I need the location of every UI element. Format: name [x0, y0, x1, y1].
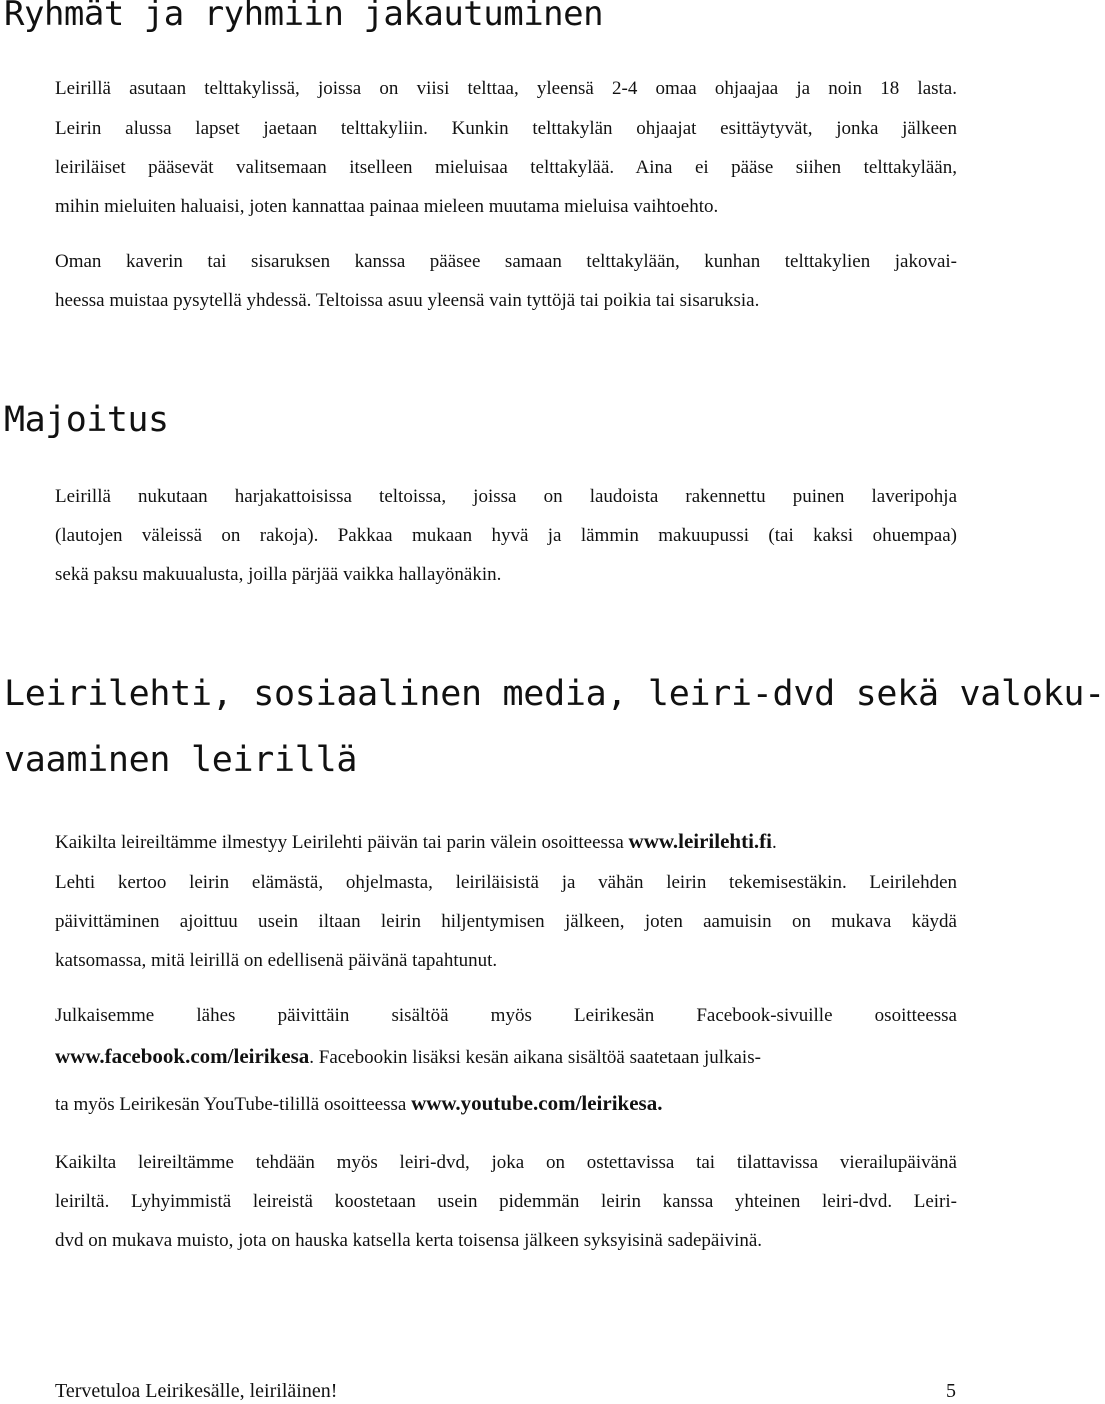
paragraph-line: (lautojen väleissä on rakoja). Pakkaa mukaan hyvä ja lämmin makuupussi (tai kaksi ohuempaa)	[55, 525, 957, 546]
section-heading-media-line1: Leirilehti, sosiaalinen media, leiri-dvd sekä valoku-	[4, 674, 1105, 714]
paragraph-line	[55, 828, 957, 856]
paragraph-line: katsomassa, mitä leirillä on edellisenä päivänä tapahtunut.	[55, 950, 498, 971]
line-text: Kaikilta leireiltämme ilmestyy Leirilehti päivän tai parin välein osoitteessa	[55, 832, 629, 853]
line-text: .	[772, 832, 777, 853]
paragraph-line: Kaikilta leireiltämme tehdään myös leiri-dvd, joka on ostettavissa tai tilattavissa vierailupäivänä	[55, 1152, 957, 1173]
paragraph-line: sekä paksu makuualusta, joilla pärjää vaikka hallayönäkin.	[55, 564, 502, 585]
paragraph-line: leiriltä. Lyhyimmistä leireistä koostetaan usein pidemmän leirin kanssa yhteinen leiri-dvd. Leiri-	[55, 1191, 957, 1212]
line-text: ta myös Leirikesän YouTube-tilillä osoitteessa	[55, 1094, 412, 1115]
paragraph-line: dvd on mukava muisto, jota on hauska katsella kerta toisensa jälkeen syksyisinä sadepäivinä.	[55, 1230, 763, 1251]
line-text: . Facebookin lisäksi kesän aikana sisältöä saatetaan julkais-	[309, 1047, 761, 1068]
page-number: 5	[946, 1380, 956, 1402]
paragraph-line: Oman kaverin tai sisaruksen kanssa pääsee samaan telttakylään, kunhan telttakylien jakovai-	[55, 251, 957, 272]
youtube-link[interactable]: www.youtube.com/leirikesa.	[411, 1091, 663, 1115]
paragraph-line: Leirillä asutaan telttakylissä, joissa on viisi telttaa, yleensä 2-4 omaa ohjaajaa ja noin 18 lasta.	[55, 78, 957, 99]
paragraph-line: leiriläiset pääsevät valitsemaan itselleen mieluisaa telttakylää. Aina ei pääse siihen telttakylään,	[55, 157, 957, 178]
paragraph-line: Leirillä nukutaan harjakattoisissa teltoissa, joissa on laudoista rakennettu puinen laveripohja	[55, 486, 957, 507]
paragraph-line	[55, 1090, 957, 1118]
section-heading-media-line2: vaaminen leirillä	[4, 740, 358, 780]
facebook-link[interactable]: www.facebook.com/leirikesa	[55, 1044, 310, 1068]
section-heading-groups: Ryhmät ja ryhmiin jakautuminen	[4, 0, 604, 34]
paragraph-line: Julkaisemme lähes päivittäin sisältöä myös Leirikesän Facebook-sivuille osoitteessa	[55, 1005, 957, 1026]
paragraph-line: heessa muistaa pysytellä yhdessä. Teltoissa asuu yleensä vain tyttöjä tai poikia tai sisaruksia.	[55, 290, 760, 311]
paragraph-line	[55, 1043, 957, 1071]
paragraph-line: Lehti kertoo leirin elämästä, ohjelmasta, leiriläisistä ja vähän leirin tekemisestäkin. Leirilehden	[55, 872, 957, 893]
footer-title: Tervetuloa Leirikesälle, leiriläinen!	[55, 1380, 338, 1402]
paragraph-line: mihin mieluiten haluaisi, joten kannattaa painaa mieleen muutama mieluisa vaihtoehto.	[55, 196, 719, 217]
paragraph-line: Leirin alussa lapset jaetaan telttakyliin. Kunkin telttakylän ohjaajat esittäytyvät, jonka jälkeen	[55, 118, 957, 139]
section-heading-accommodation: Majoitus	[4, 400, 169, 440]
leirilehti-link[interactable]: www.leirilehti.fi	[628, 829, 773, 853]
paragraph-line: päivittäminen ajoittuu usein iltaan leirin hiljentymisen jälkeen, joten aamuisin on mukava käydä	[55, 911, 957, 932]
